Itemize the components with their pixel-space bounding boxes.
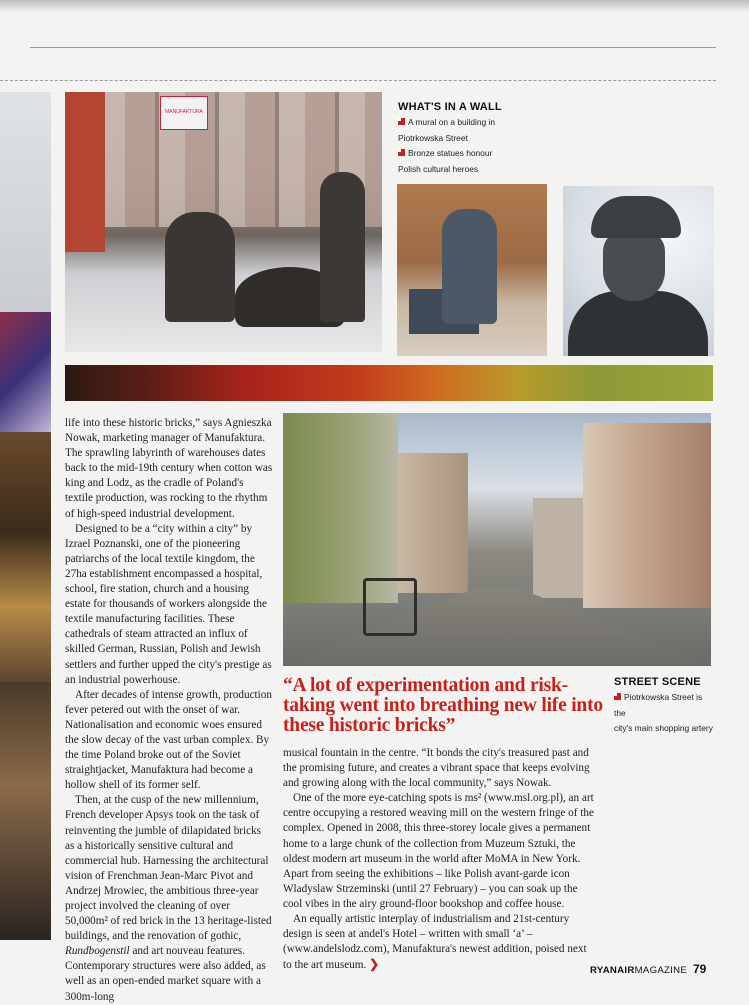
photo-bronze-table-statues (65, 92, 382, 352)
article-column-1 (65, 416, 273, 1005)
facing-page-mural-strip (0, 92, 51, 940)
magazine-brand: RYANAIRMAGAZINE (590, 965, 688, 976)
photo-marker-icon (398, 118, 405, 125)
paragraph: One of the more eye-catching spots is ms² (www.msl.org.pl), an art centre occupying a restored weaving mill on the western fringe of the complex. Opened in 2008, this three-storey locale gives a permanent home to a large chunk of the collection from Muzeum Sztuki, the oldest modern art museum in the world after MoMA in New York. Apart from seeing the exhibitions – like Polish avant-garde icon Wladyslaw Strzeminski (until 27 February) – you can soak up the cool vibes in the airy ground-floor bookshop and coffee house. (283, 792, 594, 910)
caption-street-scene (614, 676, 714, 737)
page-top-shadow (0, 0, 749, 12)
dotted-rule (0, 80, 716, 81)
paragraph: An equally artistic interplay of industrialism and 21st-century design is seen at andel's Hotel – written with small ‘a’ – (www.andelslodz.com), Manufaktura's newest addition, poised next to the art museum. ❯ (283, 913, 587, 972)
pull-quote: “A lot of experimentation and risk-taking went into breathing new life into these historic bricks” (283, 675, 603, 736)
caption-whats-in-a-wall (398, 101, 518, 177)
chevron-right-icon: ❯ (369, 957, 380, 972)
caption-text: Polish cultural heroes (398, 163, 479, 174)
caption-text: Piotrkowska Street is the (614, 692, 703, 718)
page-number: 79 (693, 962, 707, 976)
photo-street-sign: MANUFAKTURA (160, 96, 208, 130)
article-column-2 (283, 746, 595, 973)
paragraph: After decades of intense growth, production fever petered out with the onset of war. Nationalisation and economic woes ensured the slow decay of the vast urban complex. By the time Poland broke out of the Soviet straightjacket, Manufaktura had become a hollow shell of its former self. (65, 688, 272, 792)
mural-banner-strip (65, 365, 713, 401)
photo-seated-statue (397, 184, 547, 356)
photo-statue-with-hat (563, 186, 714, 356)
paragraph: life into these historic bricks,” says Agnieszka Nowak, marketing manager of Manufaktura. The sprawling labyrinth of warehouses dates back to the mid-19th century when cotton was king and Lodz, as the cradle of Poland's textile production, was rocking to the rhythm of high-speed industrial development. (65, 417, 273, 520)
paragraph: Then, at the cusp of the new millennium, French developer Apsys took on the task of reinventing the jumble of dilapidated bricks as a historically sensitive cultural and commercial hub. Harnessing the architectural vision of Frenchman Jean-Marc Pivot and Andrzej Mrowiec, the ambitious three-year project involved the cleaning of over 50,000m² of red brick in the 13 heritage-listed buildings, and the renovation of gothic, Rundbogenstil and art nouveau features. Contemporary structures were also added, as well as an open-ended market square with a 300m-long (65, 794, 272, 1003)
caption-text: A mural on a building in (408, 117, 496, 127)
caption-text: city's main shopping artery (614, 723, 713, 733)
paragraph: Designed to be a “city within a city” by Izrael Poznanski, one of the pioneering patriarchs of the local textile kingdom, the 27ha establishment encompassed a hospital, school, fire station, church and a housing estate for thousands of workers alongside the textile manufacturing facilities. These cathedrals of steam attracted an influx of skilled German, Russian, Polish and Jewish settlers and further upped the city's prestige as an industrial powerhouse. (65, 522, 272, 686)
paragraph: musical fountain in the centre. “It bonds the city's treasured past and the promising future, and creates a vibrant space that keeps evolving and growing along with the local community,” says Nowak. (283, 747, 590, 790)
caption-text: Piotrkowska Street (398, 132, 468, 143)
photo-piotrkowska-street (283, 413, 711, 666)
photo-marker-icon (614, 693, 621, 700)
caption-text: Bronze statues honour (408, 148, 493, 158)
caption-heading: STREET SCENE (614, 676, 701, 688)
caption-heading: WHAT'S IN A WALL (398, 101, 502, 113)
photo-marker-icon (398, 149, 405, 156)
header-rule (30, 47, 716, 48)
